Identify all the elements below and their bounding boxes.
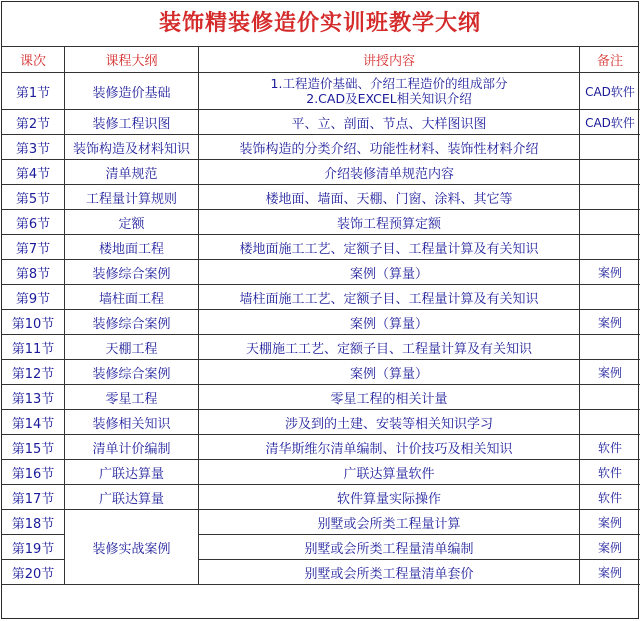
table-header-row bbox=[2, 47, 640, 73]
course-cell: 广联达算量 bbox=[65, 460, 199, 485]
note-cell: 案例 bbox=[580, 260, 640, 285]
content-cell: 软件算量实际操作 bbox=[199, 485, 580, 510]
note-cell: 案例 bbox=[580, 535, 640, 560]
syllabus-table bbox=[2, 47, 640, 585]
header-course: 课程大纲 bbox=[65, 47, 199, 73]
note-cell: 案例 bbox=[580, 310, 640, 335]
content-cell: 平、立、剖面、节点、大样图识图 bbox=[199, 110, 580, 135]
table-row bbox=[2, 185, 640, 210]
content-cell: 广联达算量软件 bbox=[199, 460, 580, 485]
table-row bbox=[2, 360, 640, 385]
note-cell bbox=[580, 335, 640, 360]
session-cell: 第9节 bbox=[2, 285, 65, 310]
table-row bbox=[2, 310, 640, 335]
table-row bbox=[2, 110, 640, 135]
table-row bbox=[2, 485, 640, 510]
table-row bbox=[2, 410, 640, 435]
session-cell: 第7节 bbox=[2, 235, 65, 260]
session-cell: 第13节 bbox=[2, 385, 65, 410]
content-cell: 墙柱面施工工艺、定额子目、工程量计算及有关知识 bbox=[199, 285, 580, 310]
session-cell: 第16节 bbox=[2, 460, 65, 485]
table-row bbox=[2, 460, 640, 485]
header-note: 备注 bbox=[580, 47, 640, 73]
note-cell: CAD软件 bbox=[580, 110, 640, 135]
note-cell: 案例 bbox=[580, 360, 640, 385]
note-cell bbox=[580, 410, 640, 435]
session-cell: 第8节 bbox=[2, 260, 65, 285]
session-cell: 第19节 bbox=[2, 535, 65, 560]
course-cell: 装修综合案例 bbox=[65, 360, 199, 385]
table-row bbox=[2, 73, 640, 110]
table-row bbox=[2, 260, 640, 285]
course-cell: 墙柱面工程 bbox=[65, 285, 199, 310]
session-cell: 第20节 bbox=[2, 560, 65, 585]
session-cell: 第5节 bbox=[2, 185, 65, 210]
table-row bbox=[2, 135, 640, 160]
content-cell: 案例（算量） bbox=[199, 310, 580, 335]
content-cell: 楼地面施工工艺、定额子目、工程量计算及有关知识 bbox=[199, 235, 580, 260]
session-cell: 第10节 bbox=[2, 310, 65, 335]
table-row bbox=[2, 210, 640, 235]
table-row bbox=[2, 435, 640, 460]
note-cell: 软件 bbox=[580, 435, 640, 460]
course-cell: 装饰构造及材料知识 bbox=[65, 135, 199, 160]
note-cell bbox=[580, 385, 640, 410]
content-cell: 案例（算量） bbox=[199, 360, 580, 385]
content-cell: 别墅或会所类工程量清单编制 bbox=[199, 535, 580, 560]
table-row bbox=[2, 335, 640, 360]
header-session: 课次 bbox=[2, 47, 65, 73]
session-cell: 第18节 bbox=[2, 510, 65, 535]
note-cell: 案例 bbox=[580, 510, 640, 535]
session-cell: 第2节 bbox=[2, 110, 65, 135]
table-row bbox=[2, 510, 640, 535]
course-cell: 零星工程 bbox=[65, 385, 199, 410]
table-row bbox=[2, 385, 640, 410]
note-cell bbox=[580, 160, 640, 185]
note-cell: 案例 bbox=[580, 560, 640, 585]
note-cell bbox=[580, 135, 640, 160]
content-cell: 别墅或会所类工程量清单套价 bbox=[199, 560, 580, 585]
session-cell: 第12节 bbox=[2, 360, 65, 385]
content-cell: 涉及到的土建、安装等相关知识学习 bbox=[199, 410, 580, 435]
syllabus-sheet bbox=[1, 1, 639, 619]
note-cell: CAD软件 bbox=[580, 73, 640, 110]
course-cell: 工程量计算规则 bbox=[65, 185, 199, 210]
course-cell: 装修综合案例 bbox=[65, 310, 199, 335]
course-cell: 定额 bbox=[65, 210, 199, 235]
course-cell: 清单规范 bbox=[65, 160, 199, 185]
content-cell: 装饰构造的分类介绍、功能性材料、装饰性材料介绍 bbox=[199, 135, 580, 160]
content-cell: 楼地面、墙面、天棚、门窗、涂料、其它等 bbox=[199, 185, 580, 210]
session-cell: 第4节 bbox=[2, 160, 65, 185]
session-cell: 第6节 bbox=[2, 210, 65, 235]
content-cell bbox=[199, 73, 580, 110]
content-cell: 清华斯维尔清单编制、计价技巧及相关知识 bbox=[199, 435, 580, 460]
session-cell: 第11节 bbox=[2, 335, 65, 360]
session-cell: 第15节 bbox=[2, 435, 65, 460]
course-cell: 装修工程识图 bbox=[65, 110, 199, 135]
table-row bbox=[2, 160, 640, 185]
course-cell-merged: 装修实战案例 bbox=[65, 510, 199, 585]
content-line: 1.工程造价基础、介绍工程造价的组成部分 bbox=[199, 76, 579, 91]
session-cell: 第14节 bbox=[2, 410, 65, 435]
course-cell: 装修相关知识 bbox=[65, 410, 199, 435]
session-cell: 第17节 bbox=[2, 485, 65, 510]
note-cell: 软件 bbox=[580, 485, 640, 510]
course-cell: 装修综合案例 bbox=[65, 260, 199, 285]
session-cell: 第3节 bbox=[2, 135, 65, 160]
table-row bbox=[2, 285, 640, 310]
content-line: 2.CAD及EXCEL相关知识介绍 bbox=[199, 91, 579, 106]
note-cell bbox=[580, 210, 640, 235]
table-row bbox=[2, 235, 640, 260]
course-cell: 广联达算量 bbox=[65, 485, 199, 510]
course-cell: 装修造价基础 bbox=[65, 73, 199, 110]
page-title: 装饰精装修造价实训班教学大纲 bbox=[2, 2, 638, 47]
content-cell: 别墅或会所类工程量计算 bbox=[199, 510, 580, 535]
content-cell: 天棚施工工艺、定额子目、工程量计算及有关知识 bbox=[199, 335, 580, 360]
course-cell: 天棚工程 bbox=[65, 335, 199, 360]
note-cell bbox=[580, 185, 640, 210]
session-cell: 第1节 bbox=[2, 73, 65, 110]
course-cell: 清单计价编制 bbox=[65, 435, 199, 460]
note-cell bbox=[580, 285, 640, 310]
content-cell: 介绍装修清单规范内容 bbox=[199, 160, 580, 185]
content-cell: 案例（算量） bbox=[199, 260, 580, 285]
header-content: 讲授内容 bbox=[199, 47, 580, 73]
note-cell bbox=[580, 235, 640, 260]
content-cell: 零星工程的相关计量 bbox=[199, 385, 580, 410]
course-cell: 楼地面工程 bbox=[65, 235, 199, 260]
content-cell: 装饰工程预算定额 bbox=[199, 210, 580, 235]
note-cell: 软件 bbox=[580, 460, 640, 485]
